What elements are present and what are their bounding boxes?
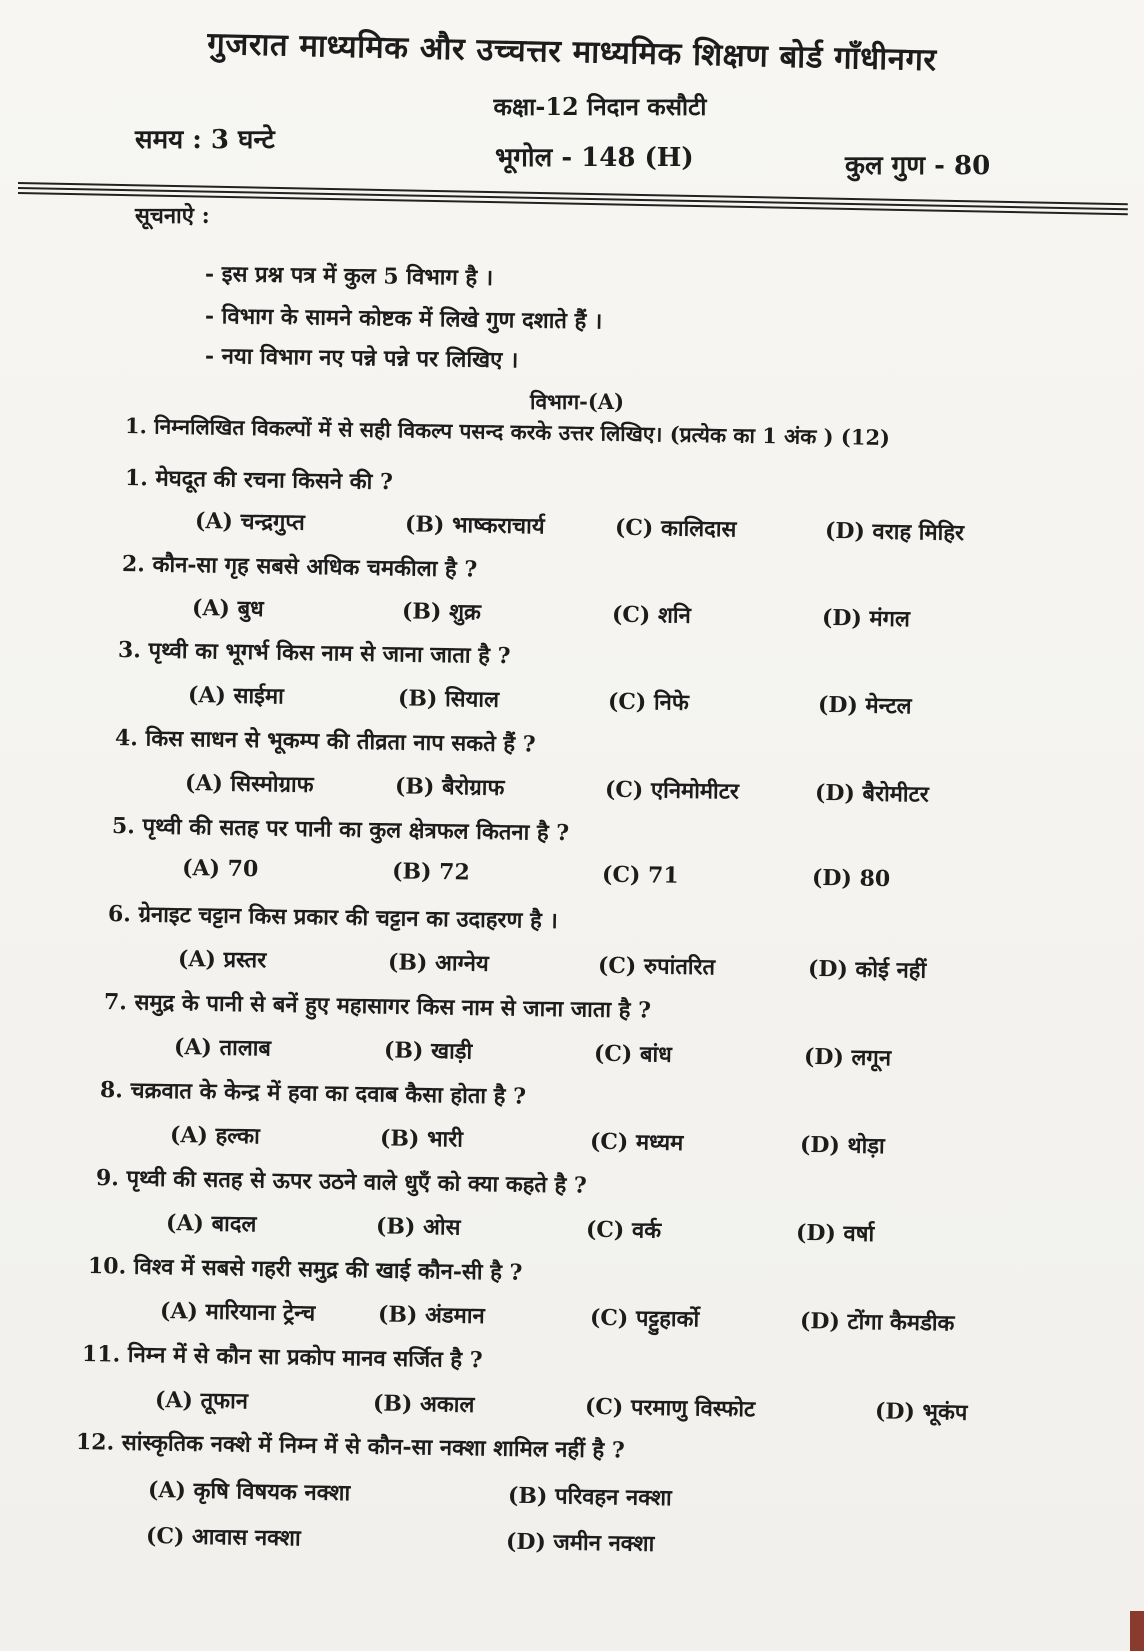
- option-a: (A) चन्द्रगुप्त: [194, 508, 305, 536]
- section-title: विभाग-(A): [530, 389, 625, 414]
- option-b: (B) परिवहन नक्शा: [507, 1482, 672, 1512]
- option-b: (B) आग्नेय: [387, 949, 489, 977]
- question-options: [146, 1520, 1026, 1570]
- option-a: (A) तालाब: [173, 1034, 272, 1062]
- option-d: (D) लगून: [803, 1043, 892, 1072]
- question-options: [170, 1119, 1050, 1169]
- instruction-item: - इस प्रश्न पत्र में कुल 5 विभाग है ।: [204, 261, 494, 292]
- option-b: (B) ओस: [375, 1213, 461, 1241]
- option-a: (A) बादल: [165, 1210, 257, 1238]
- question-text: 9. पृथ्वी की सतह से ऊपर उठने वाले धुएँ को क्या कहते है ?: [95, 1165, 588, 1199]
- option-b: (B) भाष्कराचार्य: [404, 511, 545, 540]
- option-c: (C) 71: [601, 861, 679, 889]
- option-c: (C) पट्टुहार्को: [589, 1304, 700, 1333]
- option-d: (D) जमीन नक्शा: [505, 1528, 655, 1557]
- option-d: (D) थोड़ा: [799, 1131, 885, 1160]
- question-text: 6. ग्रेनाइट चट्टान किस प्रकार की चट्टान का उदाहरण है ।: [107, 901, 558, 935]
- option-a: (A) साईमा: [187, 682, 285, 710]
- question-text: 3. पृथ्वी का भूगर्भ किस नाम से जाना जाता है ?: [117, 637, 511, 670]
- option-c: (C) बांध: [593, 1040, 672, 1068]
- option-c: (C) परमाणु विस्फोट: [584, 1393, 756, 1423]
- question-text: 11. निम्न में से कौन सा प्रकोप मानव सर्जित है ?: [81, 1341, 483, 1374]
- question-options: [166, 1207, 1046, 1257]
- main-question: 1. निम्नलिखित विकल्पों में से सही विकल्प पसन्द करके उत्तर लिखिए। (प्रत्येक का 1 अंक ) (12): [124, 413, 891, 451]
- instruction-item: - विभाग के सामने कोष्टक में लिखे गुण दशाते हैं ।: [204, 303, 603, 335]
- option-b: (B) सियाल: [397, 685, 500, 713]
- option-a: (A) तूफान: [154, 1387, 249, 1415]
- question-text: 12. सांस्कृतिक नक्शे में निम्न में से कौन-सा नक्शा शामिल नहीं है ?: [75, 1429, 625, 1464]
- question-text: 2. कौन-सा गृह सबसे अधिक चमकीला है ?: [121, 551, 478, 583]
- page-edge-shadow: [1130, 1611, 1144, 1651]
- question-text: 1. मेघदूत की रचना किसने की ?: [124, 465, 394, 496]
- question-options: [182, 855, 1062, 905]
- option-d: (D) वराह मिहिर: [824, 517, 965, 547]
- board-title: गुजरात माध्यमिक और उच्चत्तर माध्यमिक शिक्षण बोर्ड गाँधीनगर: [206, 25, 937, 79]
- option-c: (C) वर्क: [585, 1216, 662, 1244]
- question-text: 10. विश्व में सबसे गहरी समुद्र की खाई कौन-सी है ?: [87, 1253, 523, 1286]
- total-marks: कुल गुण - 80: [845, 151, 991, 181]
- question-options: [160, 1295, 1040, 1345]
- option-c: (C) कालिदास: [614, 514, 737, 543]
- option-a: (A) मारियाना ट्रेन्च: [159, 1298, 316, 1327]
- header-info-row: [135, 118, 1025, 181]
- option-b: (B) अकाल: [372, 1390, 475, 1419]
- option-c: (C) शनि: [611, 601, 692, 629]
- option-d: (D) मेन्टल: [817, 691, 912, 720]
- option-c: (C) मध्यम: [589, 1128, 684, 1157]
- option-d: (D) 80: [811, 864, 891, 893]
- instructions-title: सूचनाऐ :: [135, 203, 210, 229]
- option-a: (A) सिस्मोग्राफ: [184, 770, 314, 799]
- question-options: [178, 943, 1058, 993]
- option-a: (A) कृषि विषयक नक्शा: [147, 1477, 351, 1507]
- option-a: (A) बुध: [191, 595, 264, 623]
- question-options: [188, 679, 1068, 729]
- question-options: [195, 505, 1075, 555]
- exam-title: कक्षा-12 निदान कसौटी: [493, 92, 707, 121]
- option-c: (C) एनिमोमीटर: [604, 776, 740, 805]
- question-options: [174, 1031, 1054, 1081]
- question-text: 7. समुद्र के पानी से बनें हुए महासागर किस नाम से जाना जाता है ?: [103, 989, 652, 1024]
- option-d: (D) बैरोमीटर: [814, 779, 929, 808]
- option-d: (D) मंगल: [821, 604, 911, 633]
- instruction-item: - नया विभाग नए पन्ने पन्ने पर लिखिए ।: [204, 343, 519, 374]
- option-c: (C) निफे: [607, 688, 690, 716]
- question-text: 5. पृथ्वी की सतह पर पानी का कुल क्षेत्रफल कितना है ?: [111, 813, 570, 847]
- question-text: 4. किस साधन से भूकम्प की तीव्रता नाप सकते हैं ?: [114, 725, 536, 758]
- option-d: (D) कोई नहीं: [807, 955, 927, 984]
- option-d: (D) भूकंप: [874, 1398, 968, 1426]
- option-c: (C) रुपांतरित: [597, 952, 716, 981]
- option-b: (B) शुक्र: [401, 598, 482, 626]
- exam-subject: भूगोल - 148 (H): [495, 143, 694, 173]
- option-b: (B) बैरोग्राफ: [394, 773, 505, 802]
- option-b: (B) अंडमान: [377, 1301, 485, 1330]
- option-a: (A) प्रस्तर: [177, 946, 267, 974]
- option-b: (B) खाड़ी: [383, 1037, 473, 1065]
- option-d: (D) वर्षा: [795, 1219, 875, 1248]
- question-options: [185, 767, 1065, 817]
- question-options: [148, 1474, 1028, 1524]
- option-d: (D) टोंगा कैमडीक: [799, 1308, 955, 1337]
- option-a: (A) हल्का: [169, 1122, 260, 1150]
- question-text: 8. चक्रवात के केन्द्र में हवा का दवाब कैसा होता है ?: [99, 1077, 527, 1110]
- question-options: [192, 592, 1072, 642]
- option-b: (B) भारी: [379, 1125, 464, 1153]
- option-a: (A) 70: [181, 855, 259, 883]
- question-options: [155, 1384, 1035, 1434]
- option-c: (C) आवास नक्शा: [145, 1523, 301, 1552]
- option-b: (B) 72: [391, 858, 470, 886]
- exam-time: समय : 3 घन्टे: [135, 125, 275, 155]
